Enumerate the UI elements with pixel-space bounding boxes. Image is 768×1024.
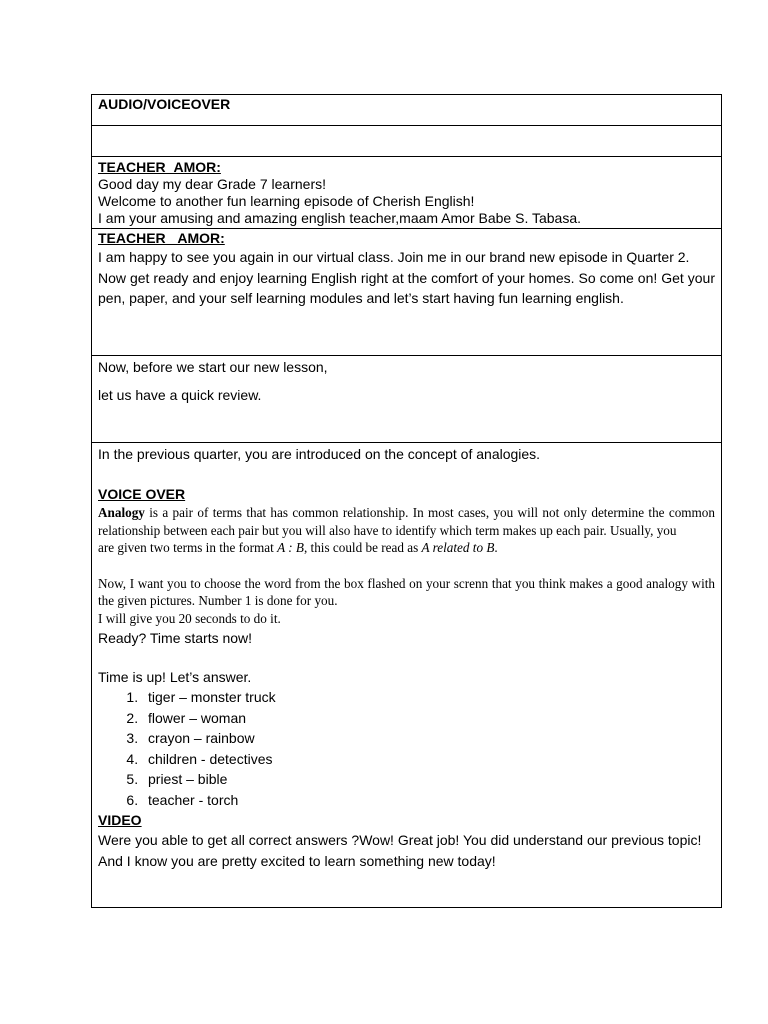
header-title: AUDIO/VOICEOVER xyxy=(92,95,722,126)
lesson-cell xyxy=(92,443,722,908)
teacher-intro-cell xyxy=(92,229,722,356)
format-read: A related to B xyxy=(421,540,495,555)
header-row xyxy=(92,95,722,126)
lesson-row xyxy=(92,443,722,908)
answer-item: 5. priest – bible xyxy=(142,769,715,790)
analogy-definition xyxy=(98,504,715,539)
blank-row xyxy=(92,126,722,157)
analogy-format xyxy=(98,539,715,557)
intro-paragraph-1: I am happy to see you again in our virtual class. Join me in our brand new episode in Quarter 2. xyxy=(98,249,690,265)
answer-item: 3. crayon – rainbow xyxy=(142,728,715,749)
previous-quarter-line: In the previous quarter, you are introduced on the concept of analogies. xyxy=(98,446,541,462)
speaker-label: TEACHER_AMOR: xyxy=(98,159,221,175)
answer-item: 6. teacher - torch xyxy=(142,790,715,811)
instruction-text: Now, I want you to choose the word from the box flashed on your screnn that you think makes a good analogy with the given pictures. Number 1 is done for you. xyxy=(98,575,715,608)
script-table xyxy=(91,94,722,908)
greeting-line-2: Welcome to another fun learning episode of Cherish English! xyxy=(98,193,475,209)
teacher-intro-row xyxy=(92,229,722,356)
format-prefix: are given two terms in the format xyxy=(98,540,278,555)
analogy-term: Analogy xyxy=(98,505,145,520)
seconds-text: I will give you 20 seconds to do it. xyxy=(98,610,281,626)
greeting-line-3: I am your amusing and amazing english teacher,maam Amor Babe S. Tabasa. xyxy=(98,210,582,226)
answer-item: 1. tiger – monster truck xyxy=(142,687,715,708)
format-ab: A : B xyxy=(277,540,304,555)
ready-line: Ready? Time starts now! xyxy=(98,630,253,646)
analogy-text: is a pair of terms that has common relationship. In most cases, you will not only determine the common relationship between each pair but you will also have to identify which term makes up each pair. Usually, you xyxy=(98,505,715,538)
answers-list xyxy=(98,687,715,810)
voice-over-label: VOICE OVER xyxy=(98,486,186,502)
format-end: . xyxy=(494,540,498,555)
time-up-line: Time is up! Let’s answer. xyxy=(98,669,252,685)
closing-paragraph: Were you able to get all correct answers ?Wow! Great job! You did understand our previous topic! xyxy=(98,832,702,848)
blank-cell xyxy=(92,126,722,157)
format-middle: , this could be read as xyxy=(303,540,422,555)
teacher-greeting-row xyxy=(92,157,722,229)
closing-line: And I know you are pretty excited to learn something new today! xyxy=(98,852,496,869)
video-label: VIDEO xyxy=(98,812,142,828)
answer-item: 2. flower – woman xyxy=(142,708,715,729)
intro-paragraph-2: Now get ready and enjoy learning English right at the comfort of your homes. So come on! Get your pen, paper, and your self learning modules and let’s start having fun learning english. xyxy=(98,269,715,306)
review-row xyxy=(92,356,722,443)
review-cell xyxy=(92,356,722,443)
teacher-greeting-cell xyxy=(92,157,722,229)
greeting-line-1: Good day my dear Grade 7 learners! xyxy=(98,176,327,192)
review-line-2: let us have a quick review. xyxy=(98,387,262,403)
speaker-label: TEACHER _AMOR: xyxy=(98,230,225,246)
answer-item: 4. children - detectives xyxy=(142,749,715,770)
review-line-1: Now, before we start our new lesson, xyxy=(98,359,328,375)
